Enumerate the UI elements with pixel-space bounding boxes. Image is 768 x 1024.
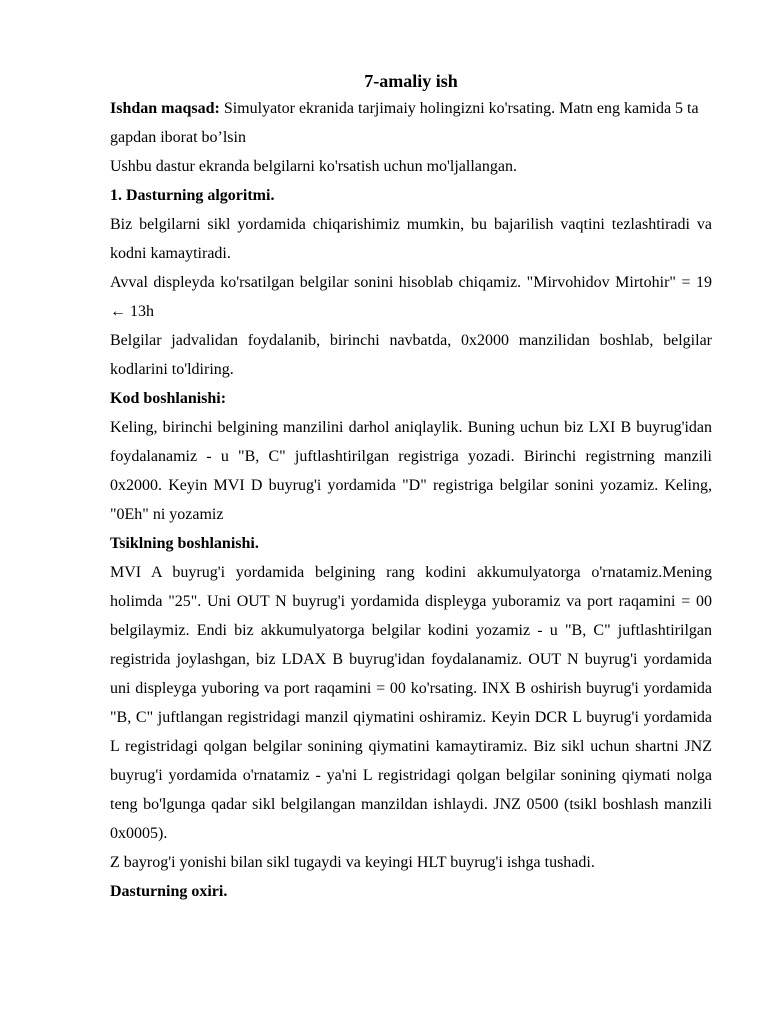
paragraph-first-address: Keling, birinchi belgining manzilini darhol aniqlaylik. Buning uchun biz LXI B buyrug'idan foydalanamiz - u "B, C" juftlashtirilgan registriga yozadi. Birinchi registrning manzili 0x2000. Keyin MVI D buyrug'i yordamida "D" registriga belgilar sonini yozamiz. Keling, "0Eh" ni yozamiz	[110, 419, 712, 523]
purpose-paragraph	[110, 94, 712, 152]
paragraph-char-count: Avval displeyda ko'rsatilgan belgilar sonini hisoblab chiqamiz. "Mirvohidov Mirtohir" = 19 ← 13h	[110, 274, 712, 320]
loop-start-heading: Tsiklning boshlanishi.	[110, 535, 259, 552]
document-title: 7-amaliy ish	[364, 71, 458, 91]
code-start-heading: Kod boshlanishi:	[110, 390, 227, 407]
paragraph-char-table: Belgilar jadvalidan foydalanib, birinchi navbatda, 0x2000 manzilidan boshlab, belgilar kodlarini to'ldiring.	[110, 332, 712, 378]
document-page	[110, 68, 712, 906]
intro-paragraph: Ushbu dastur ekranda belgilarni ko'rsatish uchun mo'ljallangan.	[110, 158, 517, 175]
paragraph-loop-end: Z bayrog'i yonishi bilan sikl tugaydi va keyingi HLT buyrug'i ishga tushadi.	[110, 854, 595, 871]
paragraph-loop-body: MVI A buyrug'i yordamida belgining rang kodini akkumulyatorga o'rnatamiz.Mening holimda "25". Uni OUT N buyrug'i yordamida displeyga yuboramiz va port raqamini = 00 belgilaymiz. Endi biz akkumulyatorga belgilar kodini yozamiz - u "B, C" juftlashtirilgan registrida joylashgan, biz LDAX B buyrug'idan foydalanamiz. OUT N buyrug'i yordamida uni displeyga yuboring va port raqamini = 00 ko'rsating. INX B oshirish buyrug'i yordamida "B, C" juftlangan registridagi manzil qiymatini oshiramiz. Keyin DCR L buyrug'i yordamida L registridagi qolgan belgilar sonining qiymatini kamaytiramiz. Biz sikl uchun shartni JNZ buyrug'i yordamida o'rnatamiz - ya'ni L registridagi qolgan belgilar sonining qiymati nolga teng bo'lgunga qadar sikl belgilangan manzildan ishlaydi. JNZ 0500 (tsikl boshlash manzili 0x0005).	[110, 564, 712, 842]
purpose-text: Simulyator ekranida tarjimaiy holingizni ko'rsating. Matn eng kamida 5 ta gapdan iborat bo’lsin	[110, 100, 699, 146]
purpose-label: Ishdan maqsad:	[110, 100, 220, 117]
section-algorithm-heading: 1. Dasturning algoritmi.	[110, 187, 275, 204]
program-end-heading: Dasturning oxiri.	[110, 883, 228, 900]
paragraph-loop-benefit: Biz belgilarni sikl yordamida chiqarishimiz mumkin, bu bajarilish vaqtini tezlashtiradi va kodni kamaytiradi.	[110, 216, 712, 262]
